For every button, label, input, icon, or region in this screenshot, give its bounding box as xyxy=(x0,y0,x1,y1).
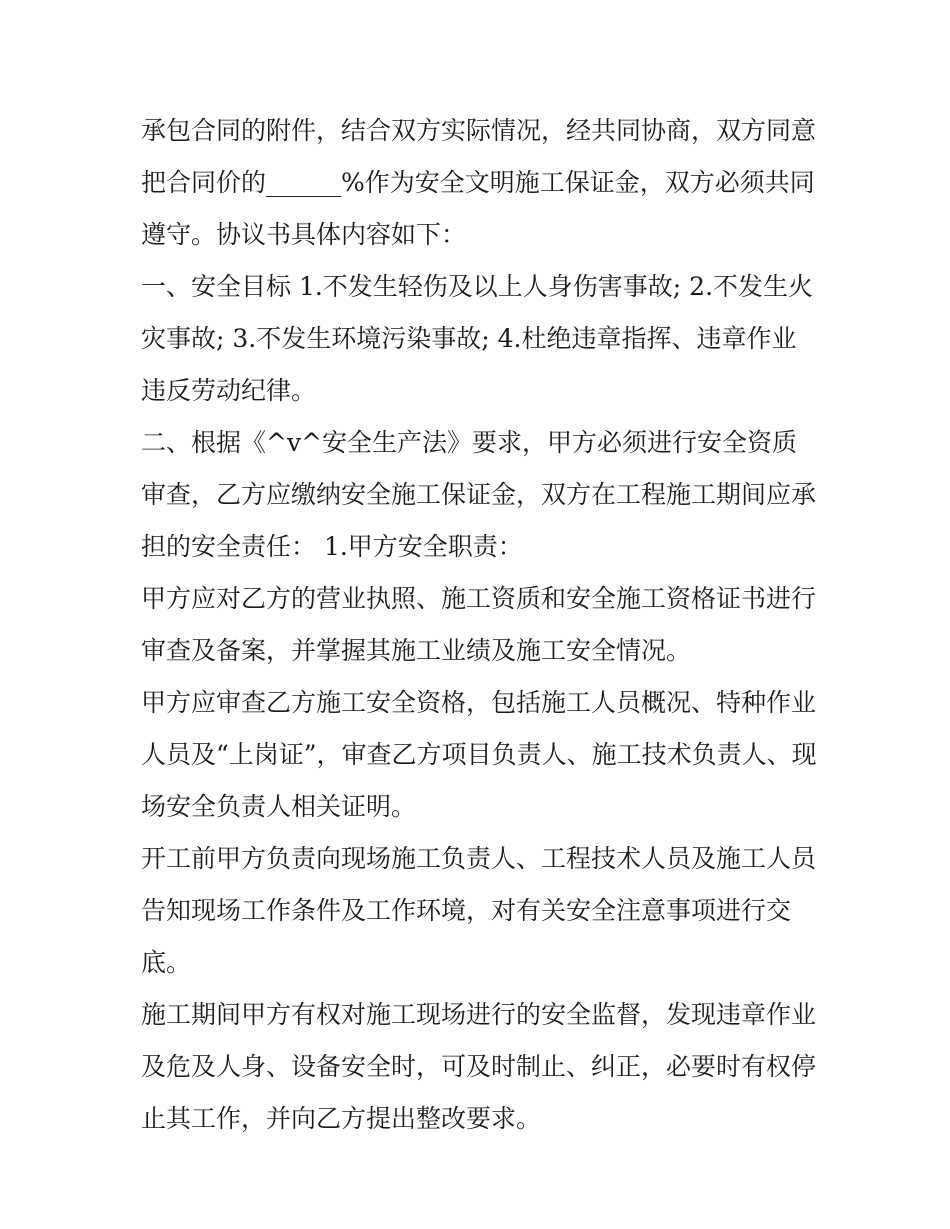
paragraph-safety-goals: 一、安全目标 1.不发生轻伤及以上人身伤害事故; 2.不发生火灾事故; 3.不发生环境污染事故; 4.杜绝违章指挥、违章作业违反劳动纪律。 xyxy=(141,272,814,405)
paragraph-pre-construction-briefing: 开工前甲方负责向现场施工负责人、工程技术人员及施工人员告知现场工作条件及工作环境，对有关安全注意事项进行交底。 xyxy=(141,844,817,977)
paragraph-safety-law: 二、根据《^v^安全生产法》要求，甲方必须进行安全资质审查，乙方应缴纳安全施工保证金，双方在工程施工期间应承担的安全责任： 1.甲方安全职责： xyxy=(141,428,817,561)
paragraph-contract-attachment: 承包合同的附件，结合双方实际情况，经共同协商，双方同意把合同价的______%作为安全文明施工保证金，双方必须共同遵守。协议书具体内容如下： xyxy=(141,116,817,249)
paragraph-qualification-review: 甲方应审查乙方施工安全资格，包括施工人员概况、特种作业人员及“上岗证”，审查乙方项目负责人、施工技术负责人、现场安全负责人相关证明。 xyxy=(141,688,817,821)
paragraph-construction-supervision: 施工期间甲方有权对施工现场进行的安全监督，发现违章作业及危及人身、设备安全时，可及时制止、纠正，必要时有权停止其工作，并向乙方提出整改要求。 xyxy=(141,1000,817,1133)
document-body xyxy=(141,105,821,1145)
paragraph-license-review: 甲方应对乙方的营业执照、施工资质和安全施工资格证书进行审查及备案，并掌握其施工业绩及施工安全情况。 xyxy=(141,584,817,665)
